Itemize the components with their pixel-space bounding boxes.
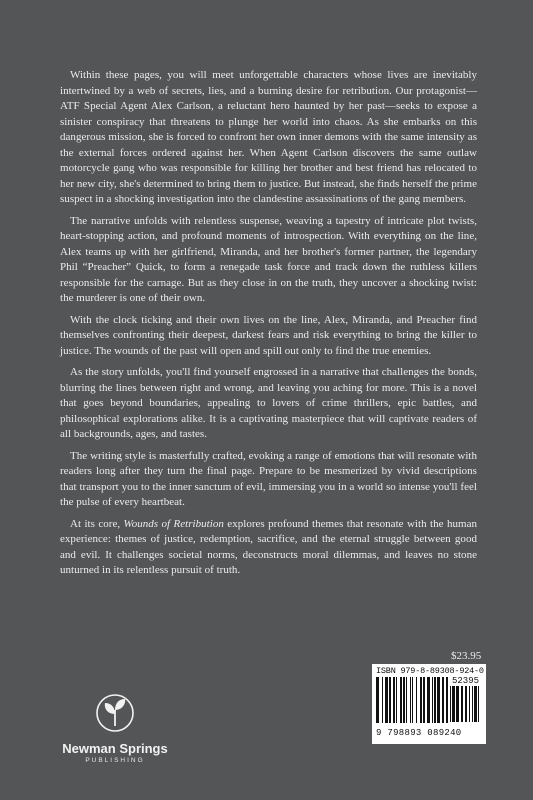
sprout-icon <box>95 690 135 734</box>
barcode-bar <box>450 686 451 722</box>
blurb-text: At its core, <box>70 517 124 530</box>
publisher-subtitle: PUBLISHING <box>85 757 145 764</box>
barcode-bar <box>456 686 459 722</box>
blurb-paragraph-last <box>60 517 477 579</box>
barcode-bar <box>403 677 405 723</box>
barcode-bar <box>452 686 455 722</box>
barcode-bar <box>396 677 397 723</box>
barcode-bar <box>400 677 402 723</box>
isbn-barcode <box>372 664 486 744</box>
publisher-name: Newman Springs <box>62 741 168 756</box>
barcode-bar <box>423 677 425 723</box>
barcode-bar <box>469 686 470 722</box>
barcode-bar <box>406 677 407 723</box>
addon-barcode-bars <box>450 686 480 722</box>
barcode-bar <box>382 677 383 723</box>
barcode-bar <box>427 677 430 723</box>
barcode-bar <box>437 677 440 723</box>
isbn-label: ISBN 979-8-89308-924-0 <box>376 666 484 676</box>
blurb-paragraph: The writing style is masterfully crafted, evoking a range of emotions that will resonate with readers long after they turn the final page. Prepare to be mesmerized by vivid descriptions that transport you to the inner sanctum of evil, immersing you in a world so intense you'll feel the pulse of every heartbeat. <box>60 449 477 508</box>
price-label: $23.95 <box>451 650 482 662</box>
blurb-paragraph: With the clock ticking and their own lives on the line, Alex, Miranda, and Preacher find themselves confronting their deepest, darkest fears and risk everything to bring the killer to justice. The wounds of the past will open and spill out only to find the true enemies. <box>60 313 477 357</box>
barcode-bars-row <box>376 677 482 727</box>
addon-block <box>448 677 480 727</box>
barcode-bar <box>420 677 422 723</box>
barcode-bar <box>465 686 467 722</box>
barcode-bar <box>412 677 413 723</box>
publisher-logo <box>60 690 170 764</box>
barcode-bar <box>416 677 417 723</box>
barcode-bar <box>393 677 395 723</box>
back-cover-blurb <box>60 68 477 585</box>
barcode-bar <box>472 686 473 722</box>
barcode-bar <box>474 686 477 722</box>
barcode-bar <box>442 677 444 723</box>
barcode-bar <box>461 686 463 722</box>
blurb-text: explores profound themes that resonate with the human experience: themes of justice, redemption, sacrifice, and the eternal struggle between good and evil. It challenges societal norms, deconstructs moral dilemmas, and leaves no stone unturned in its relentless pursuit of truth. <box>60 517 477 576</box>
addon-number: 52395 <box>452 676 480 686</box>
barcode-bar <box>385 677 388 723</box>
barcode-bar <box>376 677 379 723</box>
barcode-bar <box>410 677 411 723</box>
blurb-paragraph: As the story unfolds, you'll find yourself engrossed in a narrative that challenges the bonds, blurring the lines between right and wrong, and leaving you aching for more. This is a novel that goes beyond boundaries, appealing to lovers of crime thrillers, epic battles, and philosophical explorations alike. It is a captivating masterpiece that will captivate readers of all backgrounds, ages, and tastes. <box>60 366 477 440</box>
blurb-paragraph: The narrative unfolds with relentless suspense, weaving a tapestry of intricate plot twists, heart-stopping action, and profound moments of introspection. With everything on the line, Alex teams up with her girlfriend, Miranda, and her brother's former partner, the legendary Phil “Preacher” Quick, to form a renegade task force and track down the ruthless killers responsible for the carnage. But as they close in on the truth, they uncover a shocking twist: the murderer is one of their own. <box>60 214 477 304</box>
ean-number: 9 798893 089240 <box>376 728 462 738</box>
barcode-bar <box>432 677 433 723</box>
barcode-bar <box>434 677 436 723</box>
barcode-bar <box>389 677 391 723</box>
barcode-bar <box>478 686 479 722</box>
blurb-paragraph: Within these pages, you will meet unforgettable characters whose lives are inevitably intertwined by a web of secrets, lies, and a burning desire for retribution. Our protagonist—ATF Special Agent Alex Carlson, a reluctant hero haunted by her past—seeks to expose a sinister conspiracy that threatens to plunge her world into chaos. As she embarks on this dangerous mission, she is forced to confront her own inner demons with the same intensity as the external forces ordered against her. When Agent Carlson discovers the same outlaw motorcycle gang who was responsible for killing her brother and best friend has relocated to her new city, she's determined to bring them to justice. But instead, she finds herself the prime suspect in a shocking investigation into the clandestine assassinations of the gang members. <box>60 69 477 205</box>
ean-barcode-bars <box>376 677 448 723</box>
book-title: Wounds of Retribution <box>123 517 224 530</box>
